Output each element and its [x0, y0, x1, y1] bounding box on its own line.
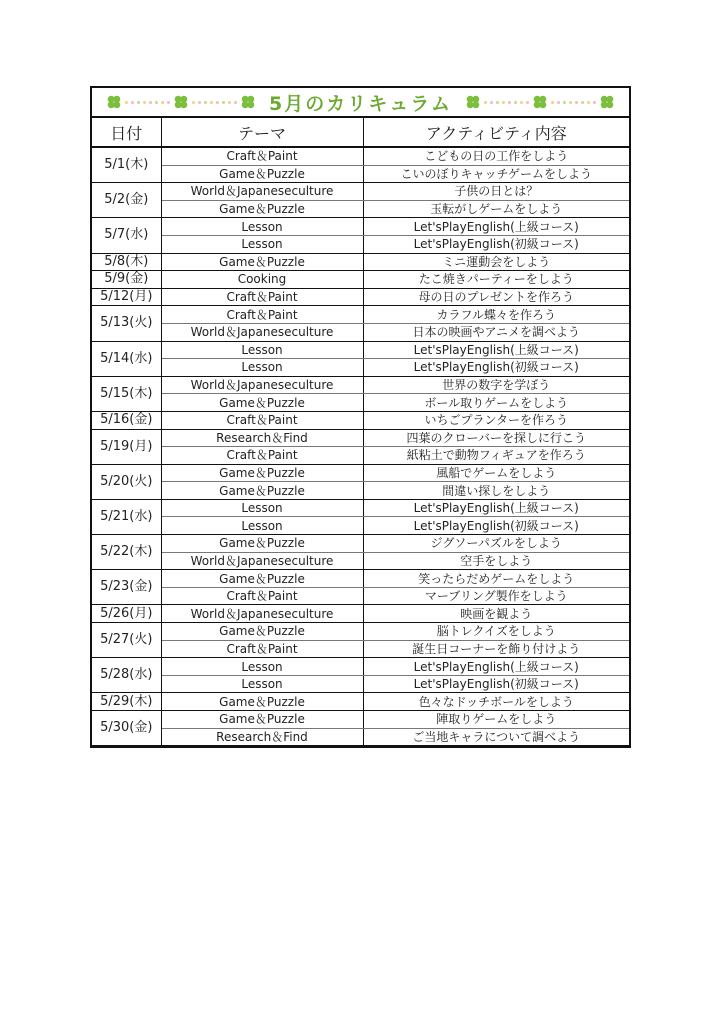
header-date: 日付: [92, 118, 161, 147]
activity-cell: 脳トレクイズをしよう: [363, 623, 629, 641]
dot: [563, 101, 566, 104]
date-cell: 5/8(木): [92, 253, 161, 271]
table-row: [92, 235, 629, 253]
activity-cell: 間違い探しをしよう: [363, 482, 629, 500]
table-row: [92, 147, 629, 165]
left-decoration: [107, 95, 255, 109]
curriculum-table: [92, 118, 629, 746]
table-row: [92, 499, 629, 517]
dot: [551, 101, 554, 104]
dot: [520, 101, 523, 104]
table-row: [92, 464, 629, 482]
dot: [131, 101, 134, 104]
activity-cell: Let'sPlayEnglish(上級コース): [363, 499, 629, 517]
dot: [496, 101, 499, 104]
dot: [222, 101, 225, 104]
date-cell: 5/12(月): [92, 288, 161, 306]
theme-cell: Lesson: [161, 341, 363, 359]
dot: [125, 101, 128, 104]
date-cell: 5/9(金): [92, 271, 161, 289]
table-row: [92, 359, 629, 377]
table-row: [92, 200, 629, 218]
date-cell: 5/2(金): [92, 183, 161, 218]
date-cell: 5/19(月): [92, 429, 161, 464]
table-row: [92, 658, 629, 676]
date-cell: 5/20(火): [92, 464, 161, 499]
dot: [210, 101, 213, 104]
theme-cell: Game＆Puzzle: [161, 482, 363, 500]
theme-cell: World＆Japaneseculture: [161, 376, 363, 394]
date-cell: 5/16(金): [92, 411, 161, 429]
theme-cell: Game＆Puzzle: [161, 394, 363, 412]
dot: [149, 101, 152, 104]
page-title: 5月のカリキュラム: [268, 92, 453, 115]
table-row: [92, 552, 629, 570]
theme-cell: Game＆Puzzle: [161, 623, 363, 641]
theme-cell: World＆Japaneseculture: [161, 323, 363, 341]
table-row: [92, 623, 629, 641]
clover-icon: [174, 95, 188, 109]
table-row: [92, 517, 629, 535]
table-row: [92, 482, 629, 500]
activity-cell: 世界の数字を学ぼう: [363, 376, 629, 394]
activity-cell: Let'sPlayEnglish(初級コース): [363, 235, 629, 253]
theme-cell: Game＆Puzzle: [161, 570, 363, 588]
dot: [490, 101, 493, 104]
activity-cell: 子供の日とは？: [363, 183, 629, 201]
table-row: [92, 587, 629, 605]
date-cell: 5/27(火): [92, 623, 161, 658]
table-row: [92, 693, 629, 711]
table-row: [92, 429, 629, 447]
dot-row: [125, 101, 170, 104]
activity-cell: 母の日のプレゼントを作ろう: [363, 288, 629, 306]
dot: [581, 101, 584, 104]
activity-cell: 日本の映画やアニメを調べよう: [363, 323, 629, 341]
curriculum-sheet: [90, 86, 631, 748]
table-row: [92, 183, 629, 201]
dot-row: [484, 101, 529, 104]
activity-cell: 色々なドッチボールをしよう: [363, 693, 629, 711]
dot: [593, 101, 596, 104]
dot: [557, 101, 560, 104]
theme-cell: Lesson: [161, 359, 363, 377]
date-cell: 5/28(水): [92, 658, 161, 693]
theme-cell: Lesson: [161, 517, 363, 535]
theme-cell: Lesson: [161, 235, 363, 253]
theme-cell: Game＆Puzzle: [161, 253, 363, 271]
theme-cell: Craft＆Paint: [161, 147, 363, 165]
table-row: [92, 728, 629, 746]
dot: [143, 101, 146, 104]
theme-cell: Game＆Puzzle: [161, 200, 363, 218]
date-cell: 5/21(水): [92, 499, 161, 534]
dot: [167, 101, 170, 104]
table-row: [92, 394, 629, 412]
dot: [161, 101, 164, 104]
theme-cell: Lesson: [161, 675, 363, 693]
theme-cell: Game＆Puzzle: [161, 711, 363, 729]
theme-cell: Lesson: [161, 218, 363, 236]
date-cell: 5/26(月): [92, 605, 161, 623]
table-row: [92, 306, 629, 324]
activity-cell: カラフル蝶々を作ろう: [363, 306, 629, 324]
table-row: [92, 271, 629, 289]
activity-cell: Let'sPlayEnglish(初級コース): [363, 359, 629, 377]
table-row: [92, 675, 629, 693]
clover-icon: [241, 95, 255, 109]
title-banner: [92, 88, 629, 118]
activity-cell: ボール取りゲームをしよう: [363, 394, 629, 412]
table-row: [92, 376, 629, 394]
theme-cell: Game＆Puzzle: [161, 693, 363, 711]
table-row: [92, 253, 629, 271]
activity-cell: ミニ運動会をしよう: [363, 253, 629, 271]
date-cell: 5/13(火): [92, 306, 161, 341]
activity-cell: Let'sPlayEnglish(初級コース): [363, 517, 629, 535]
theme-cell: Craft＆Paint: [161, 640, 363, 658]
date-cell: 5/14(水): [92, 341, 161, 376]
theme-cell: Research＆Find: [161, 429, 363, 447]
theme-cell: World＆Japaneseculture: [161, 183, 363, 201]
clover-icon: [466, 95, 480, 109]
activity-cell: 四葉のクローバーを探しに行こう: [363, 429, 629, 447]
theme-cell: Cooking: [161, 271, 363, 289]
activity-cell: 陣取りゲームをしよう: [363, 711, 629, 729]
dot: [137, 101, 140, 104]
date-cell: 5/7(水): [92, 218, 161, 253]
table-row: [92, 535, 629, 553]
activity-cell: 笑ったらだめゲームをしよう: [363, 570, 629, 588]
table-row: [92, 288, 629, 306]
activity-cell: ジグソーパズルをしよう: [363, 535, 629, 553]
theme-cell: World＆Japaneseculture: [161, 605, 363, 623]
date-cell: 5/1(木): [92, 147, 161, 183]
activity-cell: Let'sPlayEnglish(初級コース): [363, 675, 629, 693]
table-row: [92, 605, 629, 623]
table-row: [92, 447, 629, 465]
dot: [198, 101, 201, 104]
activity-cell: Let'sPlayEnglish(上級コース): [363, 341, 629, 359]
activity-cell: マーブリング製作をしよう: [363, 587, 629, 605]
theme-cell: Craft＆Paint: [161, 288, 363, 306]
dot: [484, 101, 487, 104]
table-row: [92, 218, 629, 236]
date-cell: 5/15(木): [92, 376, 161, 411]
dot: [508, 101, 511, 104]
dot: [234, 101, 237, 104]
date-cell: 5/30(金): [92, 711, 161, 746]
table-row: [92, 411, 629, 429]
date-cell: 5/29(木): [92, 693, 161, 711]
header-activity: アクティビティ内容: [363, 118, 629, 147]
clover-icon: [533, 95, 547, 109]
theme-cell: Research＆Find: [161, 728, 363, 746]
theme-cell: Game＆Puzzle: [161, 464, 363, 482]
dot: [192, 101, 195, 104]
activity-cell: 風船でゲームをしよう: [363, 464, 629, 482]
dot-row: [551, 101, 596, 104]
header-row: [92, 118, 629, 147]
table-row: [92, 341, 629, 359]
dot: [216, 101, 219, 104]
theme-cell: Craft＆Paint: [161, 447, 363, 465]
table-row: [92, 640, 629, 658]
table-row: [92, 570, 629, 588]
clover-icon: [600, 95, 614, 109]
dot: [228, 101, 231, 104]
activity-cell: Let'sPlayEnglish(上級コース): [363, 218, 629, 236]
activity-cell: 空手をしよう: [363, 552, 629, 570]
dot: [502, 101, 505, 104]
activity-cell: 紙粘土で動物フィギュアを作ろう: [363, 447, 629, 465]
theme-cell: Craft＆Paint: [161, 306, 363, 324]
date-cell: 5/23(金): [92, 570, 161, 605]
theme-cell: Lesson: [161, 658, 363, 676]
theme-cell: Craft＆Paint: [161, 587, 363, 605]
activity-cell: こどもの日の工作をしよう: [363, 147, 629, 165]
right-decoration: [466, 95, 614, 109]
activity-cell: いちごプランターを作ろう: [363, 411, 629, 429]
dot: [575, 101, 578, 104]
table-row: [92, 165, 629, 183]
clover-icon: [107, 95, 121, 109]
activity-cell: こいのぼりキャッチゲームをしよう: [363, 165, 629, 183]
theme-cell: Lesson: [161, 499, 363, 517]
theme-cell: World＆Japaneseculture: [161, 552, 363, 570]
activity-cell: Let'sPlayEnglish(上級コース): [363, 658, 629, 676]
theme-cell: Craft＆Paint: [161, 411, 363, 429]
dot: [526, 101, 529, 104]
dot: [587, 101, 590, 104]
theme-cell: Game＆Puzzle: [161, 535, 363, 553]
activity-cell: ご当地キャラについて調べよう: [363, 728, 629, 746]
table-row: [92, 711, 629, 729]
activity-cell: 誕生日コーナーを飾り付けよう: [363, 640, 629, 658]
activity-cell: たこ焼きパーティーをしよう: [363, 271, 629, 289]
header-theme: テーマ: [161, 118, 363, 147]
theme-cell: Game＆Puzzle: [161, 165, 363, 183]
dot: [155, 101, 158, 104]
table-row: [92, 323, 629, 341]
activity-cell: 映画を観よう: [363, 605, 629, 623]
date-cell: 5/22(木): [92, 535, 161, 570]
dot: [569, 101, 572, 104]
dot: [204, 101, 207, 104]
activity-cell: 玉転がしゲームをしよう: [363, 200, 629, 218]
dot-row: [192, 101, 237, 104]
dot: [514, 101, 517, 104]
